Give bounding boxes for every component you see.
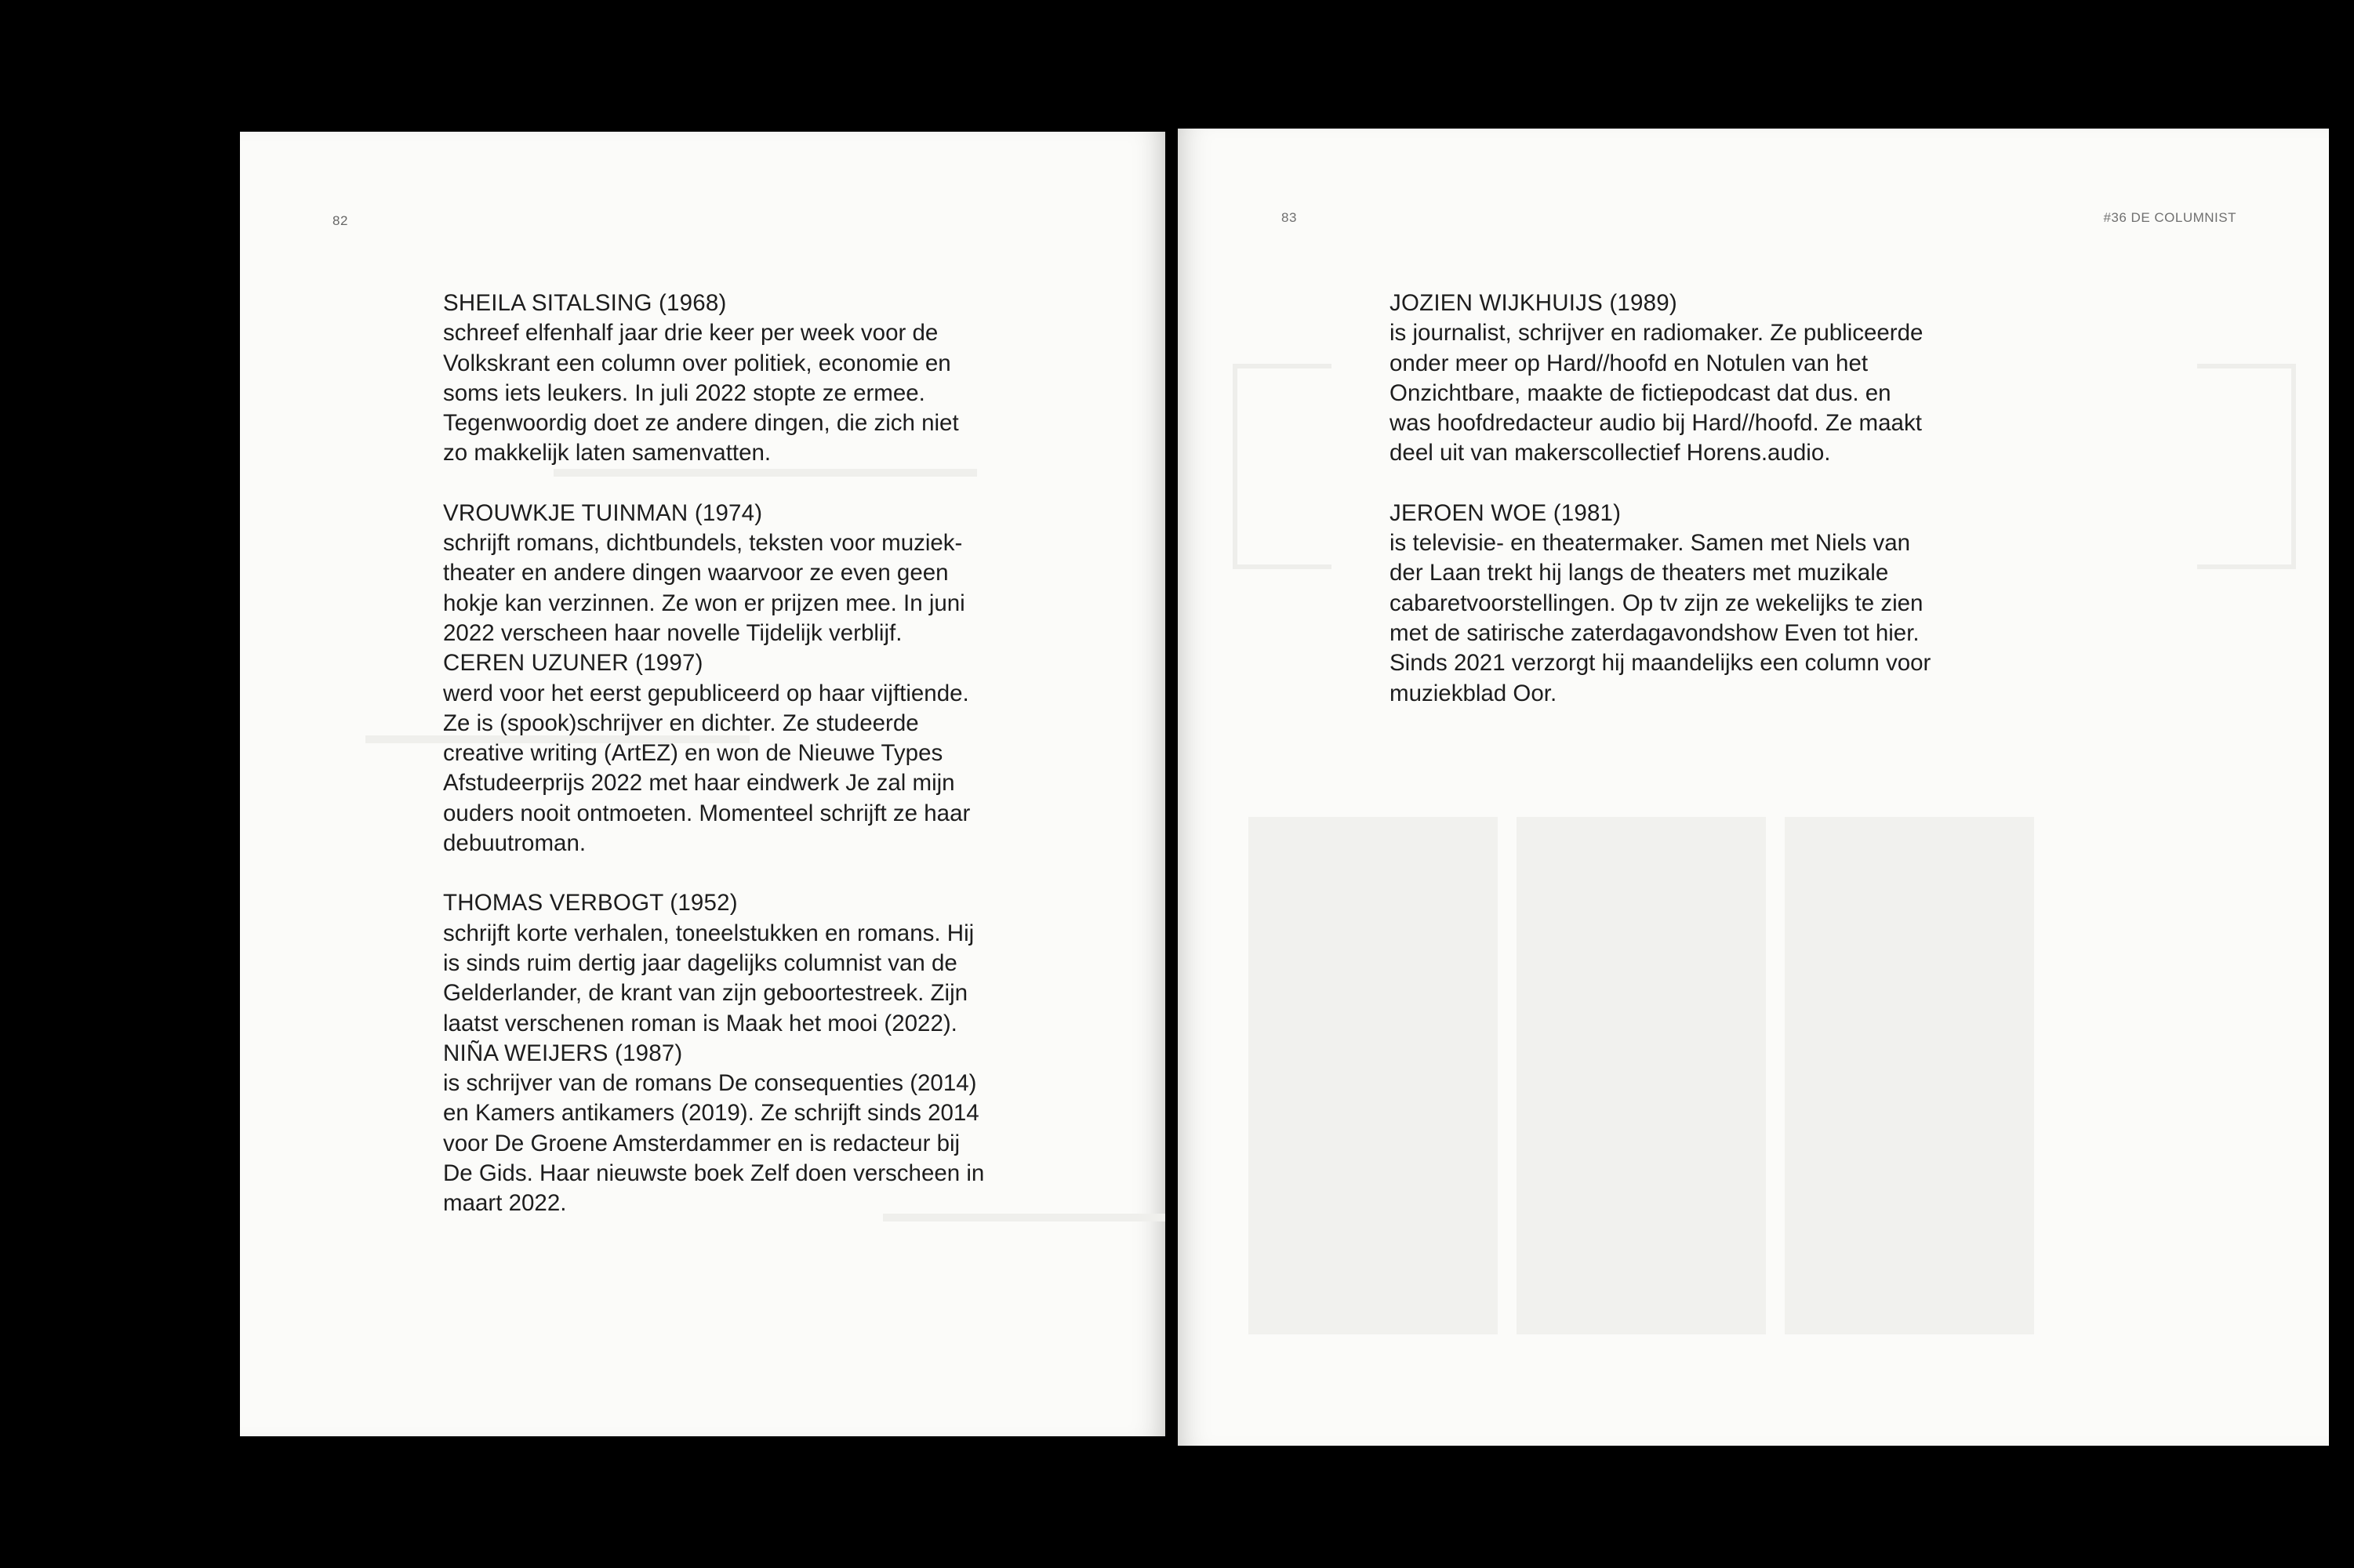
bio-line: der Laan trekt hij langs de theaters met muzikale: [1390, 560, 1889, 586]
show-through-image: [1248, 817, 1498, 1334]
bio-line: is sinds ruim dertig jaar dagelijks columnist van de: [443, 949, 957, 976]
bio-line: werd voor het eerst gepubliceerd op haar vijftiende.: [443, 680, 969, 706]
bio-line: voor De Groene Amsterdammer en is redacteur bij: [443, 1130, 961, 1156]
bio-line: onder meer op Hard//hoofd en Notulen van het: [1390, 350, 1869, 376]
bio-line: cabaretvoorstellingen. Op tv zijn ze wekelijks te zien: [1390, 590, 1924, 616]
bio-name: CEREN UZUNER (1997): [443, 650, 703, 677]
bio-line: deel uit van makerscollectief Horens.audio.: [1390, 440, 1831, 466]
left-bio-column: [443, 289, 1117, 1219]
bio-line: theater en andere dingen waarvoor ze even geen: [443, 560, 949, 586]
right-bio-column: [1390, 289, 2064, 709]
bio-line: en Kamers antikamers (2019). Ze schrijft sinds 2014: [443, 1100, 979, 1127]
show-through-bracket: [2197, 364, 2296, 569]
show-through-bracket: [1233, 364, 1331, 569]
bio-line: muziekblad Oor.: [1390, 680, 1557, 706]
bio-name: NIÑA WEIJERS (1987): [443, 1040, 683, 1066]
bio-line: is televisie- en theatermaker. Samen met Niels van: [1390, 530, 1911, 557]
bio-line: Gelderlander, de krant van zijn geboortestreek. Zijn: [443, 980, 968, 1007]
bio-line: schrijft romans, dichtbundels, teksten voor muziek-: [443, 530, 963, 557]
show-through-image: [1517, 817, 1766, 1334]
left-folio: [332, 213, 348, 229]
bio-line: met de satirische zaterdagavondshow Even tot hier.: [1390, 619, 1920, 646]
bio-name: THOMAS VERBOGT (1952): [443, 890, 738, 916]
bio-line: De Gids. Haar nieuwste boek Zelf doen verscheen in: [443, 1160, 985, 1187]
bio-line: schreef elfenhalf jaar drie keer per week voor de: [443, 320, 939, 347]
bio-line: Volkskrant een column over politiek, economie en: [443, 350, 951, 376]
bio-line: was hoofdredacteur audio bij Hard//hoofd. Ze maakt: [1390, 410, 1922, 437]
bio-line: 2022 verscheen haar novelle Tijdelijk verblijf.: [443, 619, 903, 646]
bio-entry: [443, 1039, 1117, 1219]
bio-line: ouders nooit ontmoeten. Momenteel schrijft ze haar: [443, 800, 971, 826]
right-page-number: 83: [1281, 210, 1297, 225]
bio-line: Tegenwoordig doet ze andere dingen, die zich niet: [443, 410, 959, 437]
bio-line: Sinds 2021 verzorgt hij maandelijks een column voor: [1390, 650, 1931, 677]
bio-line: soms iets leukers. In juli 2022 stopte ze ermee.: [443, 379, 925, 406]
bio-entry: [443, 648, 1117, 858]
bio-name: JOZIEN WIJKHUIJS (1989): [1390, 290, 1677, 316]
bio-name: VROUWKJE TUINMAN (1974): [443, 499, 763, 526]
bio-entry: [1390, 499, 2064, 709]
bio-line: debuutroman.: [443, 830, 587, 857]
bio-line: hokje kan verzinnen. Ze won er prijzen mee. In juni: [443, 590, 965, 616]
bio-entry: [1390, 289, 2064, 469]
bio-entry: [443, 289, 1117, 469]
bio-line: is journalist, schrijver en radiomaker. Ze publiceerde: [1390, 320, 1924, 347]
bio-entry: [443, 499, 1117, 648]
bio-name: SHEILA SITALSING (1968): [443, 290, 727, 316]
left-page-number: 82: [332, 213, 348, 228]
running-head: #36 DE COLUMNIST: [2103, 210, 2236, 225]
bio-line: schrijft korte verhalen, toneelstukken en romans. Hij: [443, 920, 975, 946]
bio-line: Onzichtbare, maakte de fictiepodcast dat dus. en: [1390, 379, 1891, 406]
bio-line: zo makkelijk laten samenvatten.: [443, 440, 772, 466]
bio-line: maart 2022.: [443, 1190, 567, 1217]
bio-line: creative writing (ArtEZ) en won de Nieuwe Types: [443, 740, 943, 767]
bio-line: Afstudeerprijs 2022 met haar eindwerk Je zal mijn: [443, 770, 955, 797]
bio-line: Ze is (spook)schrijver en dichter. Ze studeerde: [443, 710, 919, 736]
bio-entry: [443, 888, 1117, 1038]
bio-line: is schrijver van de romans De consequenties (2014): [443, 1070, 977, 1097]
bio-name: JEROEN WOE (1981): [1390, 499, 1622, 526]
right-page: [1178, 129, 2329, 1446]
left-page: [240, 132, 1165, 1436]
bio-line: laatst verschenen roman is Maak het mooi (2022).: [443, 1010, 957, 1036]
show-through-image: [1785, 817, 2034, 1334]
